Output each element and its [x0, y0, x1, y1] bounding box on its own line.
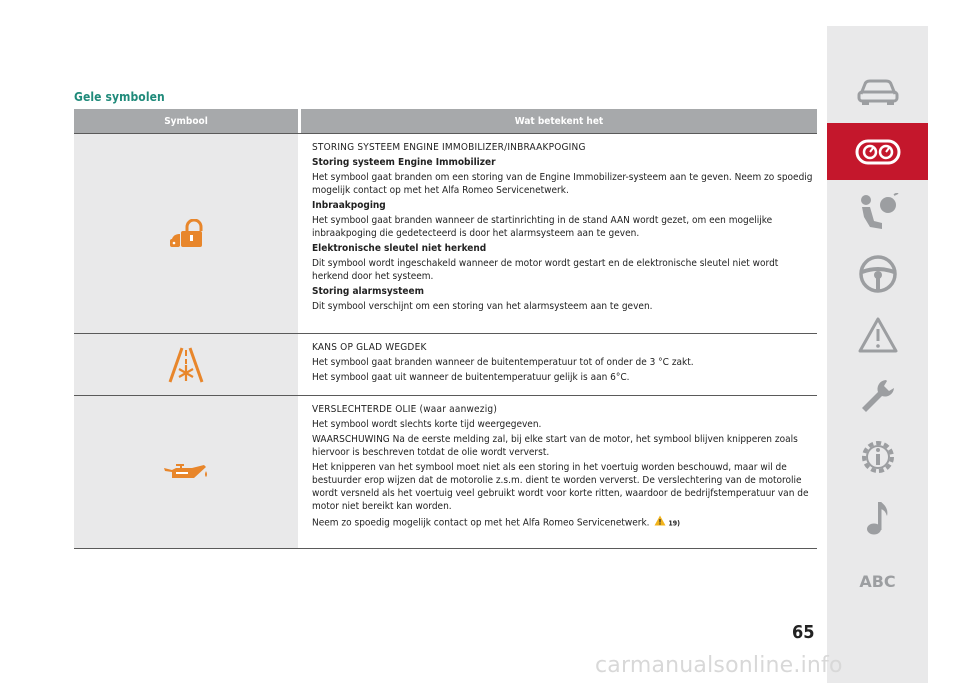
sidebar-item-dashboard[interactable] [827, 123, 928, 180]
meaning-text: Het knipperen van het symbool moet niet als een storing in het voertuig worden beschouwd, maar wil de bestuurder erop wijzen dat de motorolie z.s.m. dient te worden ververst. De verslechtering van de motorolie wordt versneld als het voertuig veel gebruikt wordt voor korte ritten, waardoor de bedrijfstemperatuur van de motor niet bereikt kan worden. [312, 462, 809, 512]
meaning-text: Het symbool gaat branden wanneer de buitentemperatuur tot of onder de 3 °C zakt. [312, 357, 694, 368]
meaning-text: Het symbool wordt slechts korte tijd weergegeven. [312, 419, 542, 430]
car-icon [856, 76, 900, 106]
table-row [74, 396, 817, 549]
wrench-icon [858, 376, 898, 416]
sidebar-item-safety[interactable] [827, 184, 928, 241]
symbols-table [74, 109, 817, 549]
meaning-text: Het symbool gaat branden wanneer de startinrichting in de stand AAN wordt gezet, om een mogelijke inbraakpoging die gedetecteerd is door het alarmsysteem aan te geven. [312, 215, 773, 239]
steering-wheel-icon [858, 254, 898, 294]
index-label: ABC [859, 572, 896, 591]
meaning-heading: STORING SYSTEEM ENGINE IMMOBILIZER/INBRAAKPOGING [312, 142, 586, 153]
sidebar-item-emergency[interactable] [827, 306, 928, 363]
meaning-cell [298, 134, 817, 333]
warning-triangle-icon [857, 316, 899, 354]
table-row [74, 133, 817, 334]
sidebar-item-technical-data[interactable] [827, 428, 928, 485]
meaning-cell [298, 334, 817, 395]
meaning-heading: KANS OP GLAD WEGDEK [312, 342, 427, 353]
dashboard-gauges-icon [855, 138, 901, 166]
symbol-cell [74, 396, 298, 548]
meaning-heading: VERSLECHTERDE OLIE (waar aanwezig) [312, 404, 498, 415]
meaning-subheading: Storing systeem Engine Immobilizer [312, 157, 496, 168]
table-row [74, 334, 817, 396]
meaning-subheading: Elektronische sleutel niet herkend [312, 243, 487, 254]
technical-data-gear-icon [858, 437, 898, 477]
watermark: carmanualsonline.info [595, 653, 843, 678]
sidebar-item-maintenance[interactable] [827, 367, 928, 424]
reference-note[interactable]: 19) [668, 519, 681, 528]
col-meaning-header: Wat betekent het [301, 109, 817, 133]
icy-road-snowflake-icon [166, 347, 206, 383]
page-number: 65 [792, 622, 815, 643]
padlock-warning-icon [168, 219, 204, 249]
meaning-subheading: Inbraakpoging [312, 200, 386, 211]
meaning-text: Het symbool gaat branden om een storing van de Engine Immobilizer-systeem aan te geven. Neem zo spoedig mogelijk contact op met het Alfa Romeo Servicenetwerk. [312, 172, 813, 196]
sidebar-item-vehicle[interactable] [827, 62, 928, 119]
meaning-text: WAARSCHUWING Na de eerste melding zal, bij elke start van de motor, het symbool blijven knipperen zoals hiervoor is beschreven totdat de olie wordt ververst. [312, 434, 798, 458]
section-title: Gele symbolen [74, 90, 165, 104]
meaning-text: Dit symbool verschijnt om een storing van het alarmsysteem aan te geven. [312, 301, 653, 312]
meaning-cell [298, 396, 817, 548]
meaning-subheading: Storing alarmsysteem [312, 286, 424, 297]
airbag-passenger-icon [856, 193, 900, 233]
chapter-sidebar [827, 26, 928, 683]
sidebar-item-multimedia[interactable] [827, 489, 928, 546]
table-header [74, 109, 817, 133]
meaning-text [312, 515, 817, 531]
symbol-cell [74, 134, 298, 333]
music-note-icon [863, 498, 893, 538]
symbol-cell [74, 334, 298, 395]
meaning-text: Het symbool gaat uit wanneer de buitentemperatuur gelijk is aan 6°C. [312, 372, 630, 383]
warning-triangle-icon [654, 515, 666, 530]
sidebar-item-index[interactable] [827, 553, 928, 610]
meaning-text-span: Neem zo spoedig mogelijk contact op met het Alfa Romeo Servicenetwerk. [312, 517, 650, 529]
oil-can-icon [162, 462, 210, 482]
meaning-text: Dit symbool wordt ingeschakeld wanneer de motor wordt gestart en de elektronische sleutel niet wordt herkend door het systeem. [312, 258, 779, 282]
sidebar-item-driving[interactable] [827, 245, 928, 302]
col-symbol-header: Symbool [74, 109, 298, 133]
